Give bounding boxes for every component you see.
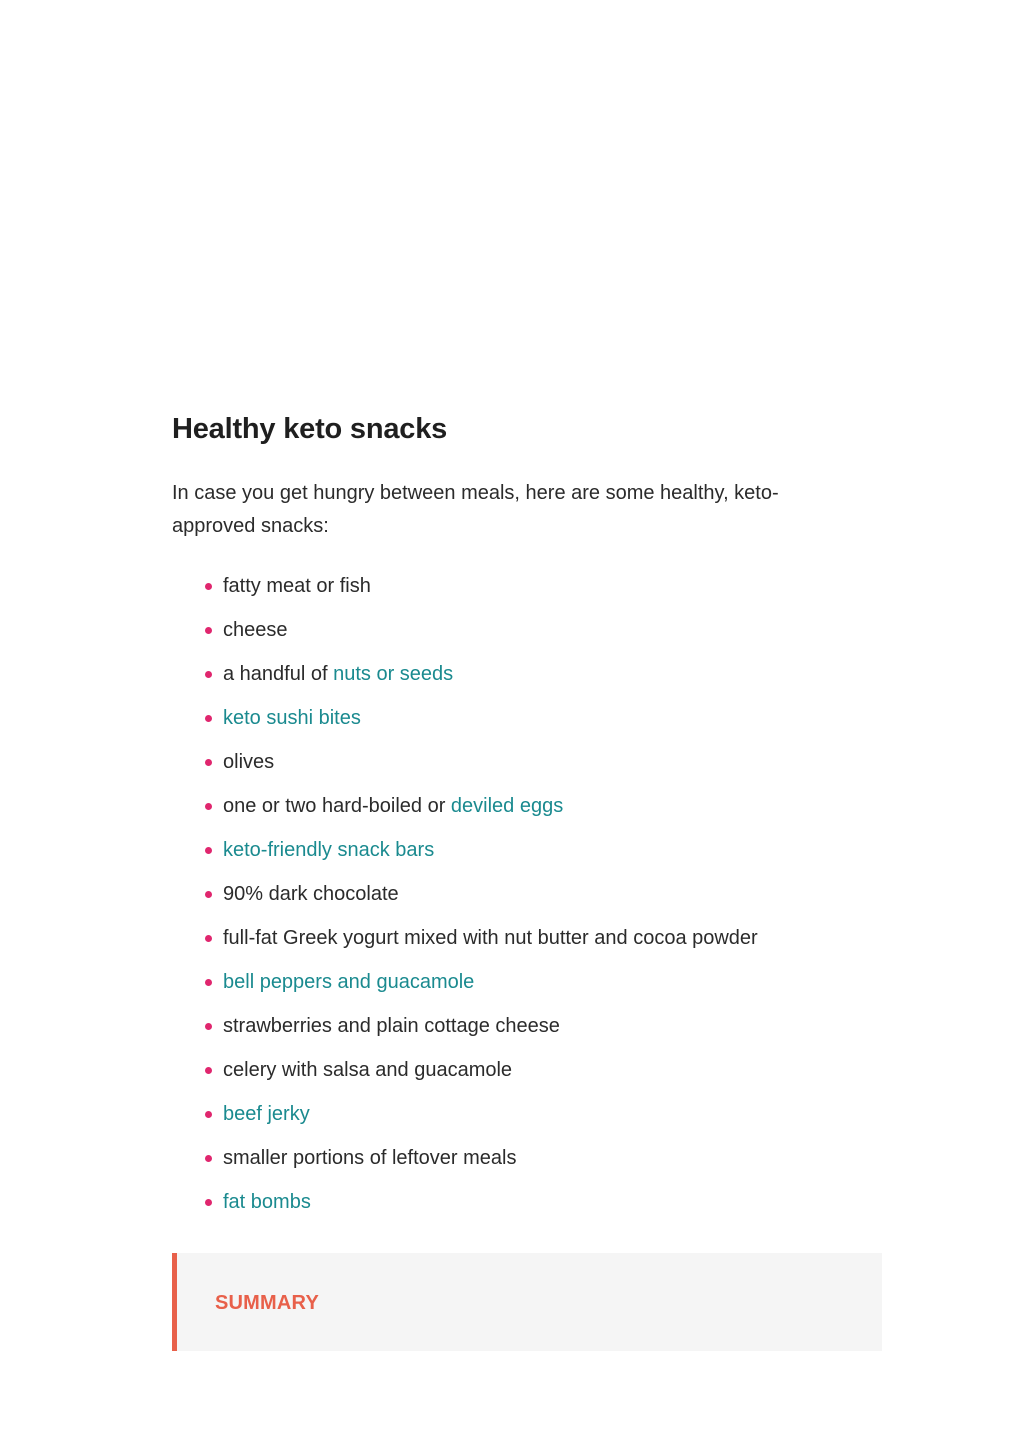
- nuts-or-seeds-link[interactable]: nuts or seeds: [333, 663, 454, 685]
- bullet-icon: [205, 715, 212, 722]
- bullet-icon: [205, 759, 212, 766]
- bullet-icon: [205, 1023, 212, 1030]
- list-item: [172, 571, 882, 615]
- bullet-icon: [205, 1199, 212, 1206]
- section-heading: Healthy keto snacks: [172, 413, 448, 445]
- bullet-icon: [205, 583, 212, 590]
- bullet-icon: [205, 1111, 212, 1118]
- fat-bombs-link[interactable]: fat bombs: [223, 1191, 311, 1213]
- summary-label: SUMMARY: [215, 1292, 319, 1314]
- keto-snack-bars-link[interactable]: keto-friendly snack bars: [223, 839, 435, 861]
- list-item-text: a handful of: [223, 663, 334, 685]
- keto-sushi-bites-link[interactable]: keto sushi bites: [223, 707, 361, 729]
- bell-peppers-guacamole-link[interactable]: bell peppers and guacamole: [223, 971, 475, 993]
- list-item-text: cheese: [223, 619, 288, 641]
- list-item-text: full-fat Greek yogurt mixed with nut butter and cocoa powder: [223, 927, 758, 949]
- list-item-text: olives: [223, 751, 275, 773]
- article-section: [172, 408, 882, 1231]
- list-item-text: celery with salsa and guacamole: [223, 1059, 513, 1081]
- bullet-icon: [205, 671, 212, 678]
- list-item: [172, 967, 882, 1011]
- list-item: [172, 879, 882, 923]
- bullet-icon: [205, 1067, 212, 1074]
- list-item-text: one or two hard-boiled or: [223, 795, 451, 817]
- list-item: [172, 835, 882, 879]
- list-item: [172, 703, 882, 747]
- list-item: [172, 1055, 882, 1099]
- list-item: [172, 1099, 882, 1143]
- bullet-icon: [205, 979, 212, 986]
- list-item: [172, 1187, 882, 1231]
- bullet-icon: [205, 1155, 212, 1162]
- list-item: [172, 1143, 882, 1187]
- list-item: [172, 923, 882, 967]
- list-item-text: 90% dark chocolate: [223, 883, 399, 905]
- deviled-eggs-link[interactable]: deviled eggs: [450, 795, 564, 817]
- list-item-text: smaller portions of leftover meals: [223, 1147, 517, 1169]
- list-item: [172, 747, 882, 791]
- list-item: [172, 1011, 882, 1055]
- snack-list: [172, 571, 882, 1231]
- bullet-icon: [205, 935, 212, 942]
- bullet-icon: [205, 627, 212, 634]
- list-item-text: fatty meat or fish: [223, 575, 371, 597]
- bullet-icon: [205, 847, 212, 854]
- intro-paragraph: In case you get hungry between meals, here are some healthy, keto-approved snacks:: [172, 482, 779, 537]
- list-item: [172, 659, 882, 703]
- bullet-icon: [205, 803, 212, 810]
- beef-jerky-link[interactable]: beef jerky: [223, 1103, 310, 1125]
- list-item: [172, 791, 882, 835]
- summary-box: [172, 1253, 882, 1351]
- list-item: [172, 615, 882, 659]
- list-item-text: strawberries and plain cottage cheese: [223, 1015, 560, 1037]
- bullet-icon: [205, 891, 212, 898]
